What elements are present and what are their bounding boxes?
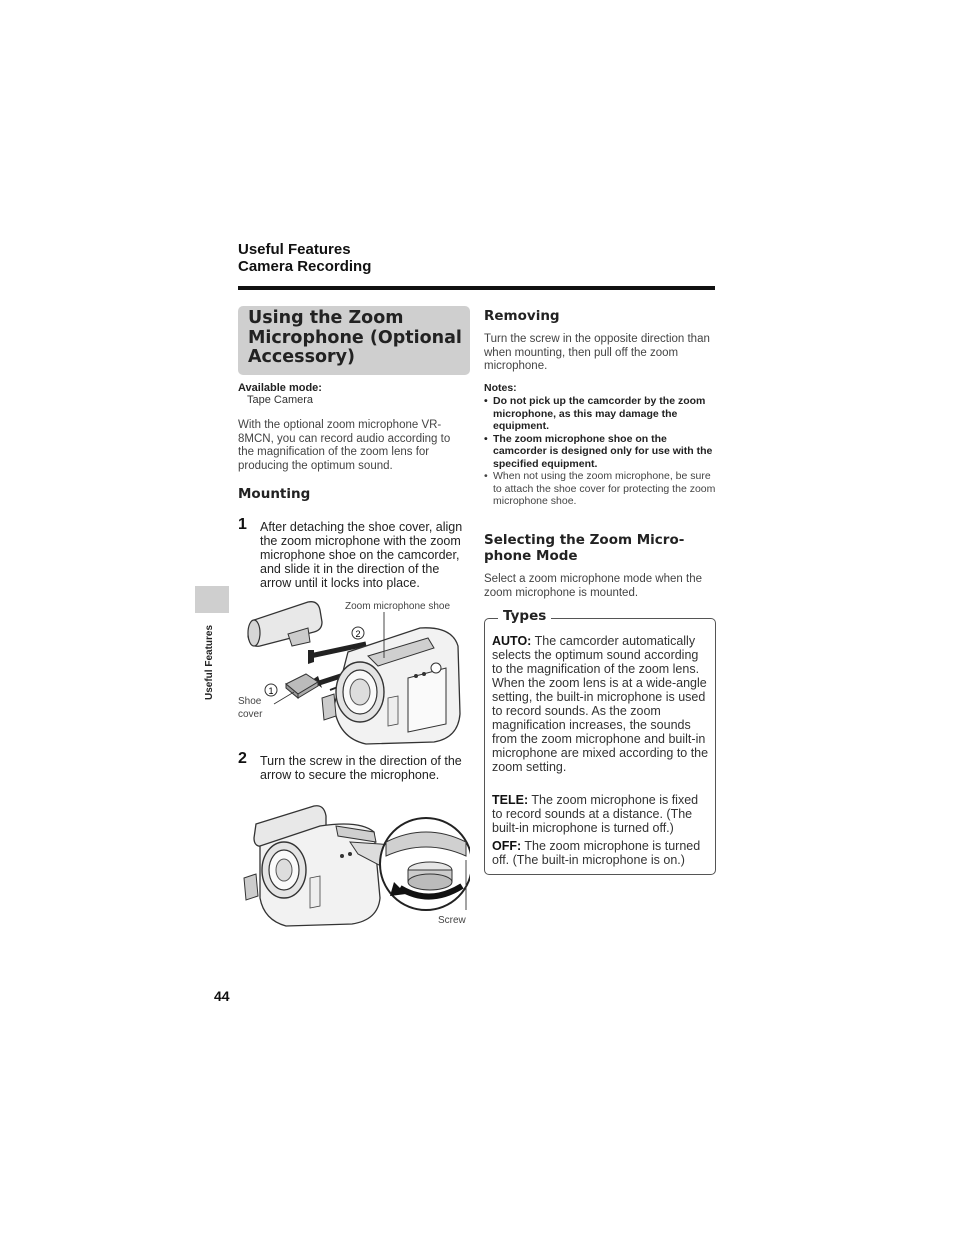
note-bullet: • <box>484 432 488 445</box>
screw-illustration <box>240 802 470 927</box>
shoe-cover-drawing <box>286 674 318 698</box>
camcorder-drawing <box>322 628 460 744</box>
fig1-marker-2: 2 <box>355 629 361 639</box>
header-rule <box>238 286 715 290</box>
selecting-heading: Selecting the Zoom Micro- phone Mode <box>484 532 685 564</box>
type-key: AUTO: <box>492 634 532 648</box>
fig2-caption-screw: Screw <box>438 915 466 926</box>
type-key: TELE: <box>492 793 529 807</box>
note-item <box>484 395 716 433</box>
type-entry-off <box>492 839 710 867</box>
mounting-heading: Mounting <box>238 486 311 502</box>
note-text: When not using the zoom microphone, be sure to attach the shoe cover for protecting the zoom microphone shoe. <box>493 470 716 507</box>
fig1-marker-1: 1 <box>268 686 274 696</box>
removing-heading: Removing <box>484 308 560 324</box>
page-number: 44 <box>214 988 230 1004</box>
note-item <box>484 470 716 508</box>
intro-paragraph: With the optional zoom microphone VR-8MCN, you can record audio according to the magnification of the zoom lens for producing the optimum sound. <box>238 419 451 472</box>
types-label: Types <box>498 608 551 624</box>
selecting-text: Select a zoom microphone mode when the zoom microphone is mounted. <box>484 573 702 599</box>
type-text: The camcorder automatically selects the optimum sound according to the magnification of the zoom lens. When the zoom lens is at a wide-angle setting, the built-in microphone is used to record sounds. As the zoom magnification increases, the sounds from the zoom microphone and built-in microphone are mixed according to the zoom setting. <box>492 634 709 774</box>
header-subsection: Camera Recording <box>238 258 372 275</box>
screw-detail-drawing <box>380 818 470 910</box>
type-key: OFF: <box>492 839 522 853</box>
step-2-number: 2 <box>238 750 247 767</box>
side-section-label: Useful Features <box>204 624 215 700</box>
header-section: Useful Features <box>238 241 351 258</box>
step-1-number: 1 <box>238 516 247 533</box>
available-mode-label: Available mode: <box>238 382 322 394</box>
available-mode-value: Tape Camera <box>247 394 314 406</box>
note-text: The zoom microphone shoe on the camcorder is designed only for use with the specified equipment. <box>493 432 713 470</box>
fig1-caption-cover: Shoe cover <box>238 696 263 720</box>
mounting-illustration <box>238 598 468 748</box>
notes-label: Notes: <box>484 382 517 394</box>
removing-text: Turn the screw in the opposite direction than when mounting, then pull off the zoom microphone. <box>484 333 710 372</box>
side-tab <box>195 586 229 613</box>
note-text: Do not pick up the camcorder by the zoom microphone, as this may damage the equipment. <box>493 395 706 432</box>
note-bullet: • <box>484 395 488 407</box>
camcorder-with-mic-drawing <box>244 806 380 926</box>
note-item <box>484 433 716 471</box>
step-2-text: Turn the screw in the direction of the arrow to secure the microphone. <box>260 754 462 782</box>
type-entry-tele <box>492 793 710 835</box>
page-title: Using the Zoom Microphone (Optional Accessory) <box>248 308 462 367</box>
note-bullet: • <box>484 470 488 482</box>
type-text: The zoom microphone is fixed to record sounds at a distance. (The built-in microphone is turned off.) <box>492 793 699 835</box>
step-1-text: After detaching the shoe cover, align the zoom microphone with the zoom microphone shoe on the camcorder, and slide it in the direction of the arrow until it locks into place. <box>260 520 463 590</box>
zoom-microphone-drawing <box>248 602 322 647</box>
type-entry-auto <box>492 634 710 774</box>
notes-list <box>484 395 716 508</box>
fig1-caption-shoe: Zoom microphone shoe <box>345 601 451 612</box>
type-text: The zoom microphone is turned off. (The built-in microphone is on.) <box>492 839 701 867</box>
